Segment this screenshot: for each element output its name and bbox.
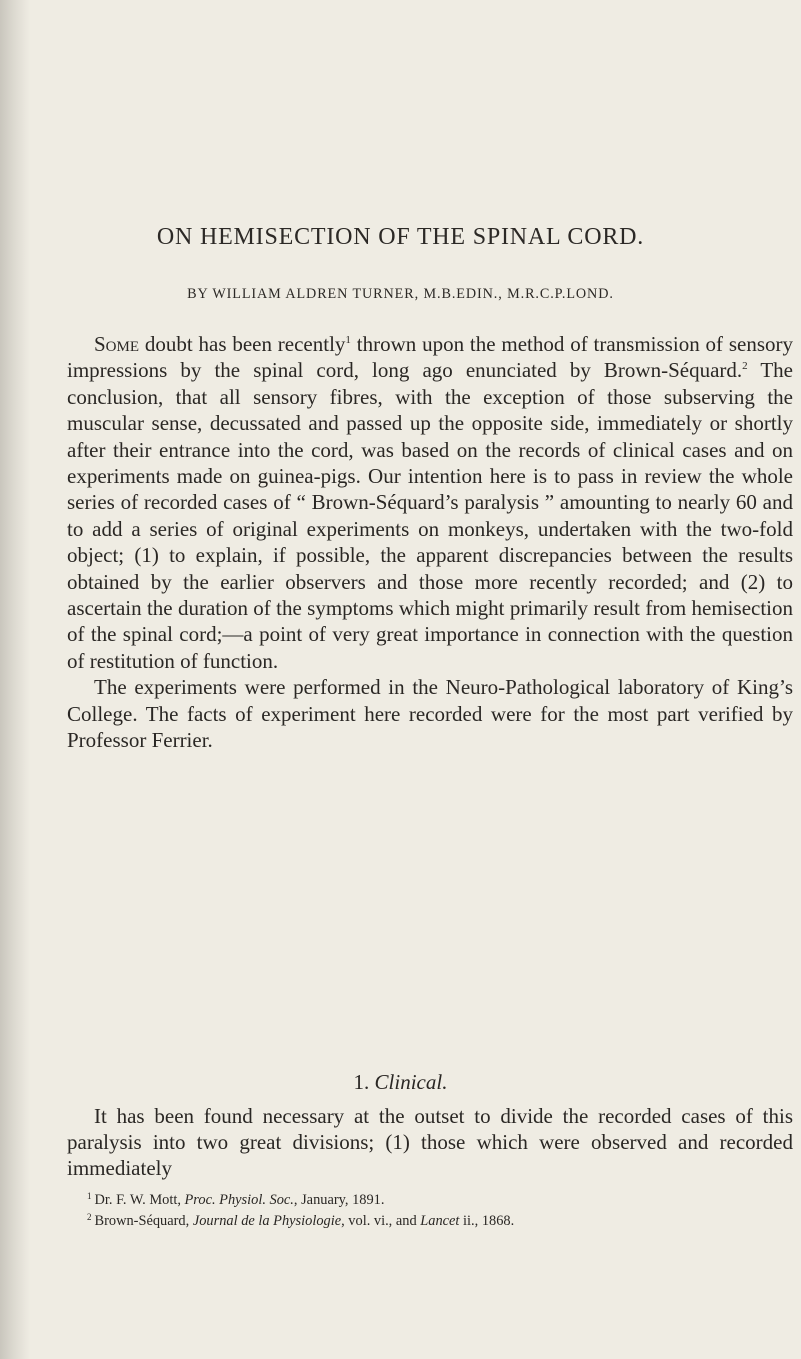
drop-word: Some — [94, 332, 140, 356]
paragraph-1-part-c: The conclusion, that all sensory fibres, with the exception of those subserving the muscular sense, decussated and passed up the opposite side, immediately or shortly after their entrance into the cord, was based on the records of clinical cases and on experiments made on guinea-pigs. Our intention here is to pass in review the whole series of recorded cases of “ Brown-Séquard’s paralysis ” amounting to nearly 60 and to add a series of original experiments on monkeys, undertaken with the two-fold object; (1) to explain, if possible, the apparent discrepancies between the results obtained by the earlier observers and those more recently recorded; and (2) to ascertain the duration of the symptoms which might primarily result from hemisection of the spinal cord;—a point of very great importance in connection with the question of restitution of function. — [67, 358, 793, 673]
section-paragraph: It has been found necessary at the outset to divide the recorded cases of this paralysis into two great divisions; (1) those which were observed and recorded immediately — [67, 1104, 793, 1180]
footnote-2-volume: , vol. vi., and — [341, 1213, 421, 1229]
footnote-2-date: ii., 1868. — [459, 1213, 515, 1229]
section-heading — [0, 1070, 801, 1095]
intro-text — [67, 331, 793, 754]
footnote-1-mark: 1 — [87, 1191, 92, 1201]
footnote-2-source-2: Lancet — [420, 1213, 460, 1229]
article-title: ON HEMISECTION OF THE SPINAL CORD. — [156, 224, 645, 250]
paragraph-1-part-a: doubt has been recently — [139, 332, 346, 356]
footnotes — [87, 1188, 797, 1230]
footnote-1-source: Proc. Physiol. Soc. — [184, 1192, 294, 1208]
footnote-ref-2: 2 — [742, 360, 748, 373]
section-title: Clinical. — [374, 1070, 448, 1094]
paragraph-1 — [67, 331, 793, 674]
footnote-1-date: , January, 1891. — [293, 1192, 385, 1208]
footnote-2 — [87, 1209, 797, 1230]
author-byline: BY WILLIAM ALDREN TURNER, M.B.EDIN., M.R.C.P.LOND. — [187, 286, 614, 302]
footnote-2-author: Brown-Séquard, — [94, 1213, 193, 1229]
footnote-ref-1: 1 — [345, 334, 351, 346]
section-number: 1. — [353, 1070, 370, 1094]
paragraph-1-part-b: thrown upon the method of transmission of sensory impressions by the spinal cord, long ago enunciated by Brown-Séquard. — [67, 332, 793, 383]
paragraph-2: The experiments were performed in the Neuro-Pathological laboratory of King’s College. The facts of experiment here recorded were for the most part verified by Professor Ferrier. — [67, 675, 793, 753]
footnote-2-source: Journal de la Physiologie — [192, 1213, 342, 1229]
footnote-1 — [87, 1188, 797, 1209]
footnote-2-mark: 2 — [87, 1212, 92, 1222]
footnote-1-author: Dr. F. W. Mott, — [94, 1192, 185, 1208]
